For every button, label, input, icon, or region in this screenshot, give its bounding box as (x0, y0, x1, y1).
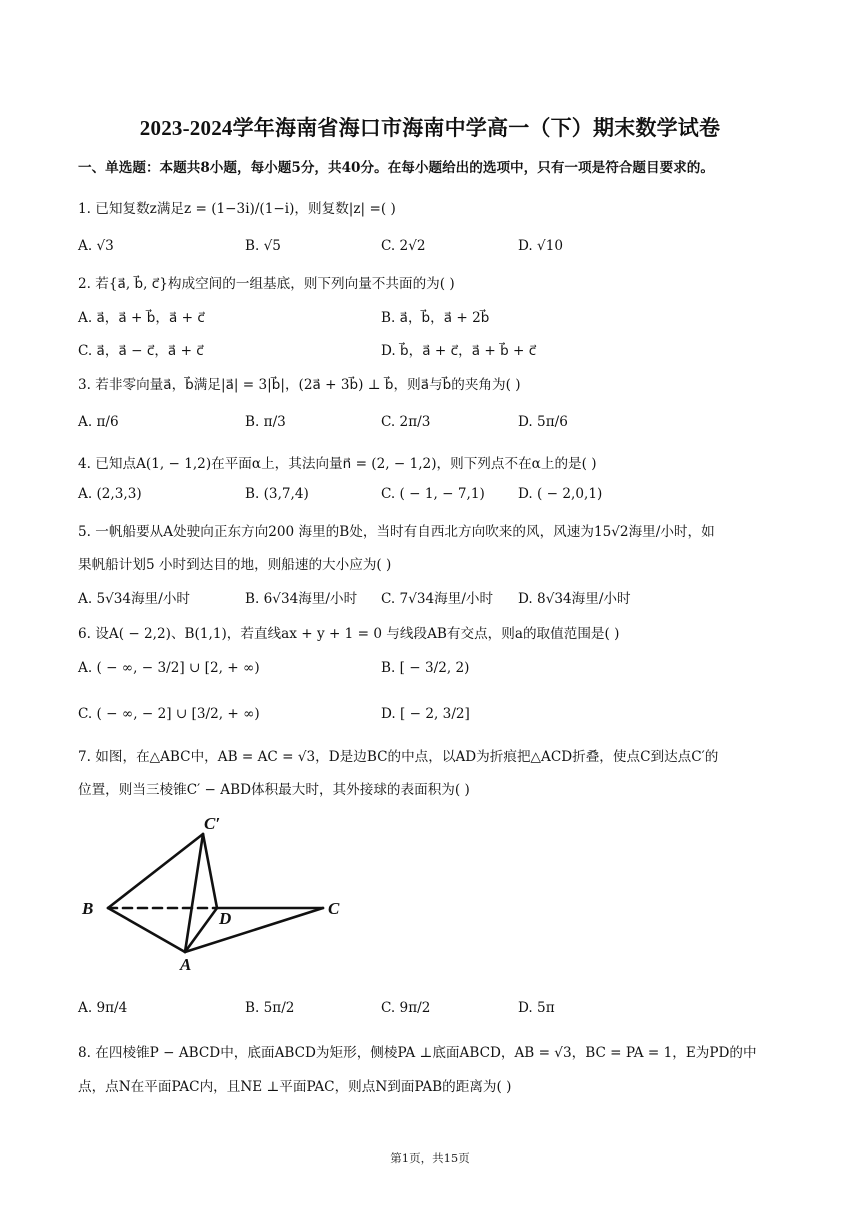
q2-option-c: C. a⃗，a⃗ − c⃗，a⃗ + c⃗ (78, 343, 204, 359)
figure-label-d: D (219, 909, 232, 928)
q1-option-d: D. √10 (518, 238, 564, 254)
q1-option-a: A. √3 (78, 238, 114, 254)
q1-option-c: C. 2√2 (381, 238, 426, 254)
figure-label-c-prime: C′ (204, 814, 221, 833)
q6-option-d: D. [ − 2, 3/2] (381, 706, 470, 722)
q5-option-a: A. 5√34海里/小时 (78, 591, 191, 607)
section-heading: 一、单选题：本题共8小题，每小题5分，共40分。在每小题给出的选项中，只有一项是符合题目要求的。 (78, 160, 714, 176)
question-3-stem: 3. 若非零向量a⃗，b⃗满足|a⃗| = 3|b⃗|，(2a⃗ + 3b⃗) ⊥ b⃗，则a⃗与b⃗的夹角为( ) (78, 377, 521, 393)
q7-option-b: B. 5π/2 (245, 1000, 295, 1016)
q2-option-b: B. a⃗，b⃗，a⃗ + 2b⃗ (381, 310, 490, 326)
q6-option-c: C. ( − ∞, − 2] ∪ [3/2, + ∞) (78, 706, 260, 722)
q3-option-d: D. 5π/6 (518, 414, 568, 430)
figure-label-a: A (180, 955, 192, 974)
q5-option-b: B. 6√34海里/小时 (245, 591, 358, 607)
question-4-stem: 4. 已知点A(1, − 1,2)在平面α上，其法向量n⃗ = (2, − 1,2)，则下列点不在α上的是( ) (78, 456, 597, 472)
q5-option-c: C. 7√34海里/小时 (381, 591, 494, 607)
question-5-stem-line-2: 果帆船计划5 小时到达目的地，则船速的大小应为( ) (78, 557, 392, 573)
q3-option-b: B. π/3 (245, 414, 286, 430)
q7-option-a: A. 9π/4 (78, 1000, 128, 1016)
q2-option-a: A. a⃗，a⃗ + b⃗，a⃗ + c⃗ (78, 310, 205, 326)
q5-option-d: D. 8√34海里/小时 (518, 591, 631, 607)
question-7-stem-line-2: 位置，则当三棱锥C′ − ABD体积最大时，其外接球的表面积为( ) (78, 782, 470, 798)
q4-option-d: D. ( − 2,0,1) (518, 486, 603, 502)
question-8-stem-line-2: 点，点N在平面PAC内，且NE ⊥平面PAC，则点N到面PAB的距离为( ) (78, 1079, 512, 1095)
question-8-stem-line-1: 8. 在四棱锥P − ABCD中，底面ABCD为矩形，侧棱PA ⊥底面ABCD，AB = √3，BC = PA = 1，E为PD的中 (78, 1045, 757, 1061)
q4-option-a: A. (2,3,3) (78, 486, 142, 502)
q6-option-a: A. ( − ∞, − 3/2] ∪ [2, + ∞) (78, 660, 260, 676)
q1-option-b: B. √5 (245, 238, 281, 254)
question-7-stem-line-1: 7. 如图，在△ABC中，AB = AC = √3，D是边BC的中点，以AD为折痕把△ACD折叠，使点C到达点C′的 (78, 749, 719, 765)
exam-title: 2023-2024学年海南省海口市海南中学高一（下）期末数学试卷 (139, 116, 721, 140)
q7-option-c: C. 9π/2 (381, 1000, 431, 1016)
page-footer: 第1页，共15页 (390, 1151, 470, 1165)
q4-option-b: B. (3,7,4) (245, 486, 309, 502)
question-2-stem: 2. 若{a⃗, b⃗, c⃗}构成空间的一组基底，则下列向量不共面的为( ) (78, 276, 455, 292)
figure-label-b: B (82, 899, 94, 918)
q3-option-a: A. π/6 (78, 414, 119, 430)
q7-option-d: D. 5π (518, 1000, 555, 1016)
q4-option-c: C. ( − 1, − 7,1) (381, 486, 485, 502)
question-6-stem: 6. 设A( − 2,2)、B(1,1)，若直线ax + y + 1 = 0 与线段AB有交点，则a的取值范围是( ) (78, 626, 620, 642)
question-1-stem: 1. 已知复数z满足z = (1−3i)/(1−i)，则复数|z| =( ) (78, 201, 396, 217)
q2-option-d: D. b⃗，a⃗ + c⃗，a⃗ + b⃗ + c⃗ (381, 343, 537, 359)
q3-option-c: C. 2π/3 (381, 414, 431, 430)
figure-label-c: C (328, 899, 340, 918)
folded-triangle-figure (80, 810, 360, 975)
q6-option-b: B. [ − 3/2, 2) (381, 660, 470, 676)
question-5-stem-line-1: 5. 一帆船要从A处驶向正东方向200 海里的B处，当时有自西北方向吹来的风，风速为15√2海里/小时，如 (78, 524, 715, 540)
